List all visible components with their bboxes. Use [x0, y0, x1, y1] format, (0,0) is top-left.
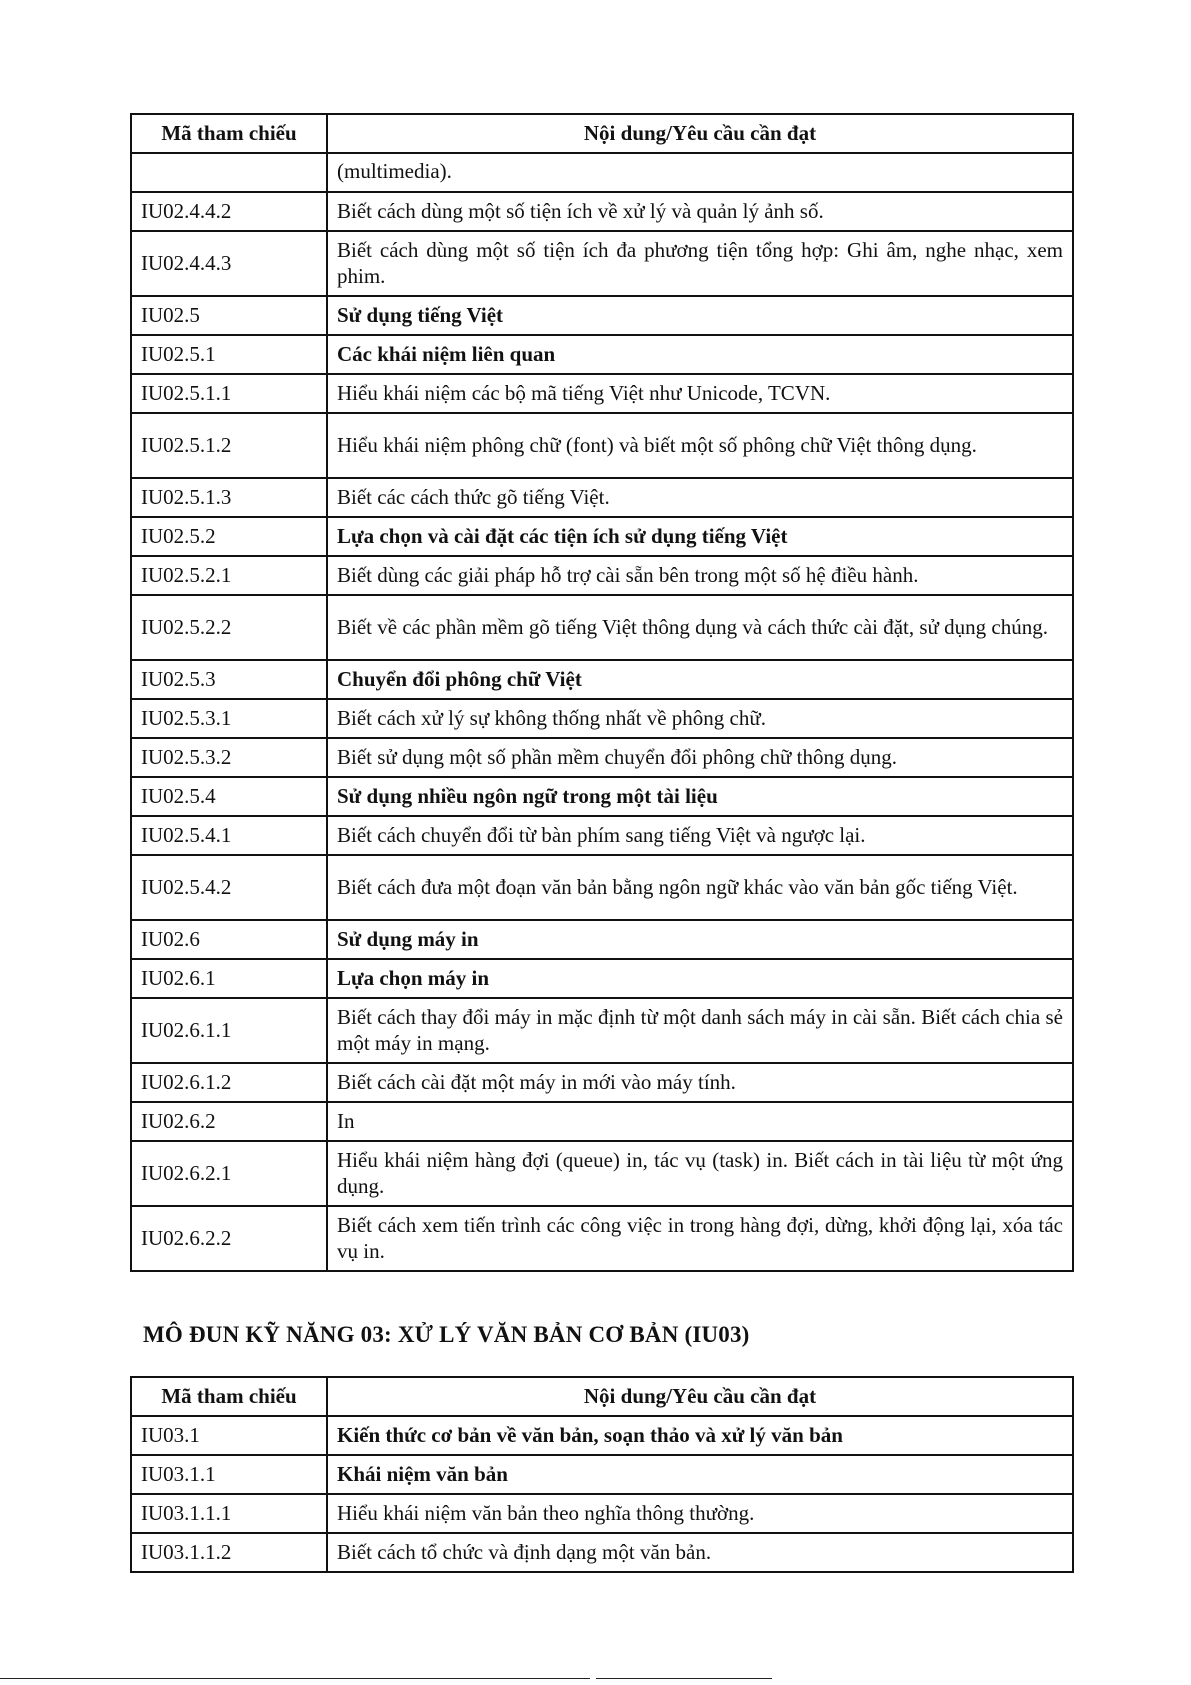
table-row [131, 1455, 1073, 1494]
requirement-text: Biết dùng các giải pháp hỗ trợ cài sẵn bên trong một số hệ điều hành. [327, 556, 1073, 595]
reference-code: IU03.1.1 [131, 1455, 327, 1494]
requirement-text: Biết cách chuyển đổi từ bàn phím sang tiếng Việt và ngược lại. [327, 816, 1073, 855]
requirement-text: Biết cách tổ chức và định dạng một văn bản. [327, 1533, 1073, 1572]
table-header [131, 1377, 1073, 1416]
requirement-text: Biết cách cài đặt một máy in mới vào máy tính. [327, 1063, 1073, 1102]
reference-code: IU03.1.1.1 [131, 1494, 327, 1533]
requirement-text: Biết sử dụng một số phần mềm chuyển đổi phông chữ thông dụng. [327, 738, 1073, 777]
reference-code: IU02.5.2 [131, 517, 327, 556]
table-row [131, 1533, 1073, 1572]
table-row [131, 738, 1073, 777]
table-row [131, 335, 1073, 374]
table-row [131, 777, 1073, 816]
table-row [131, 998, 1073, 1063]
requirement-text: Hiểu khái niệm hàng đợi (queue) in, tác vụ (task) in. Biết cách in tài liệu từ một ứng dụng. [327, 1141, 1073, 1206]
reference-code: IU02.5 [131, 296, 327, 335]
reference-code: IU02.5.1.3 [131, 478, 327, 517]
table-row [131, 413, 1073, 478]
table-row [131, 296, 1073, 335]
section-title: Kiến thức cơ bản về văn bản, soạn thảo và xử lý văn bản [327, 1416, 1073, 1455]
requirement-text: Hiểu khái niệm văn bản theo nghĩa thông thường. [327, 1494, 1073, 1533]
requirement-text: Hiểu khái niệm phông chữ (font) và biết một số phông chữ Việt thông dụng. [327, 413, 1073, 478]
table-row [131, 816, 1073, 855]
reference-code: IU02.5.4.2 [131, 855, 327, 920]
reference-code: IU02.5.1 [131, 335, 327, 374]
section-title: Lựa chọn máy in [327, 959, 1073, 998]
reference-code: IU02.6.1 [131, 959, 327, 998]
requirements-table-iu03 [130, 1376, 1074, 1573]
section-title: Sử dụng tiếng Việt [327, 296, 1073, 335]
requirement-text: Biết cách thay đổi máy in mặc định từ một danh sách máy in cài sẵn. Biết cách chia sẻ một máy in mạng. [327, 998, 1073, 1063]
section-title: Các khái niệm liên quan [327, 335, 1073, 374]
section-title: Sử dụng nhiều ngôn ngữ trong một tài liệu [327, 777, 1073, 816]
reference-code: IU03.1 [131, 1416, 327, 1455]
reference-code: IU02.5.4 [131, 777, 327, 816]
requirements-table-iu02 [130, 113, 1074, 1272]
reference-code: IU02.5.2.2 [131, 595, 327, 660]
section-title: Khái niệm văn bản [327, 1455, 1073, 1494]
table-row [131, 556, 1073, 595]
reference-code: IU02.5.4.1 [131, 816, 327, 855]
reference-code: IU02.4.4.3 [131, 231, 327, 296]
table-row [131, 1141, 1073, 1206]
reference-code: IU02.6.2 [131, 1102, 327, 1141]
requirement-text: Biết cách dùng một số tiện ích về xử lý và quản lý ảnh số. [327, 192, 1073, 231]
footer-divider [596, 1678, 772, 1679]
column-header-content: Nội dung/Yêu cầu cần đạt [327, 1377, 1073, 1416]
reference-code: IU02.5.2.1 [131, 556, 327, 595]
table-row [131, 478, 1073, 517]
reference-code: IU02.6 [131, 920, 327, 959]
requirement-text: Biết cách đưa một đoạn văn bản bằng ngôn ngữ khác vào văn bản gốc tiếng Việt. [327, 855, 1073, 920]
footer-divider [0, 1678, 590, 1679]
requirement-text: Biết cách xem tiến trình các công việc in trong hàng đợi, dừng, khởi động lại, xóa tác vụ in. [327, 1206, 1073, 1271]
table-row [131, 1494, 1073, 1533]
table-row [131, 699, 1073, 738]
table-row [131, 153, 1073, 192]
section-title: Sử dụng máy in [327, 920, 1073, 959]
reference-code: IU02.6.2.2 [131, 1206, 327, 1271]
requirement-text: In [327, 1102, 1073, 1141]
requirement-text: (multimedia). [327, 153, 1073, 192]
reference-code: IU02.5.3.2 [131, 738, 327, 777]
requirement-text: Biết các cách thức gõ tiếng Việt. [327, 478, 1073, 517]
section-title: Lựa chọn và cài đặt các tiện ích sử dụng tiếng Việt [327, 517, 1073, 556]
table-row [131, 855, 1073, 920]
table-row [131, 517, 1073, 556]
column-header-content: Nội dung/Yêu cầu cần đạt [327, 114, 1073, 153]
reference-code: IU02.4.4.2 [131, 192, 327, 231]
column-header-reference-code: Mã tham chiếu [131, 1377, 327, 1416]
reference-code: IU03.1.1.2 [131, 1533, 327, 1572]
requirement-text: Hiểu khái niệm các bộ mã tiếng Việt như Unicode, TCVN. [327, 374, 1073, 413]
reference-code: IU02.5.3.1 [131, 699, 327, 738]
table-row [131, 1206, 1073, 1271]
table-row [131, 660, 1073, 699]
reference-code: IU02.6.1.2 [131, 1063, 327, 1102]
column-header-reference-code: Mã tham chiếu [131, 114, 327, 153]
reference-code: IU02.6.1.1 [131, 998, 327, 1063]
table-row [131, 374, 1073, 413]
table-row [131, 595, 1073, 660]
reference-code: IU02.5.3 [131, 660, 327, 699]
table-header [131, 114, 1073, 153]
requirement-text: Biết về các phần mềm gõ tiếng Việt thông dụng và cách thức cài đặt, sử dụng chúng. [327, 595, 1073, 660]
reference-code: IU02.5.1.1 [131, 374, 327, 413]
reference-code: IU02.5.1.2 [131, 413, 327, 478]
requirement-text: Biết cách dùng một số tiện ích đa phương tiện tổng hợp: Ghi âm, nghe nhạc, xem phim. [327, 231, 1073, 296]
table-row [131, 231, 1073, 296]
table-row [131, 920, 1073, 959]
section-title: Chuyển đổi phông chữ Việt [327, 660, 1073, 699]
reference-code [131, 153, 327, 192]
table-row [131, 1063, 1073, 1102]
table-row [131, 192, 1073, 231]
reference-code: IU02.6.2.1 [131, 1141, 327, 1206]
table-row [131, 959, 1073, 998]
table-row [131, 1416, 1073, 1455]
requirement-text: Biết cách xử lý sự không thống nhất về phông chữ. [327, 699, 1073, 738]
table-row [131, 1102, 1073, 1141]
section-heading: MÔ ĐUN KỸ NĂNG 03: XỬ LÝ VĂN BẢN CƠ BẢN (IU03) [143, 1322, 750, 1347]
